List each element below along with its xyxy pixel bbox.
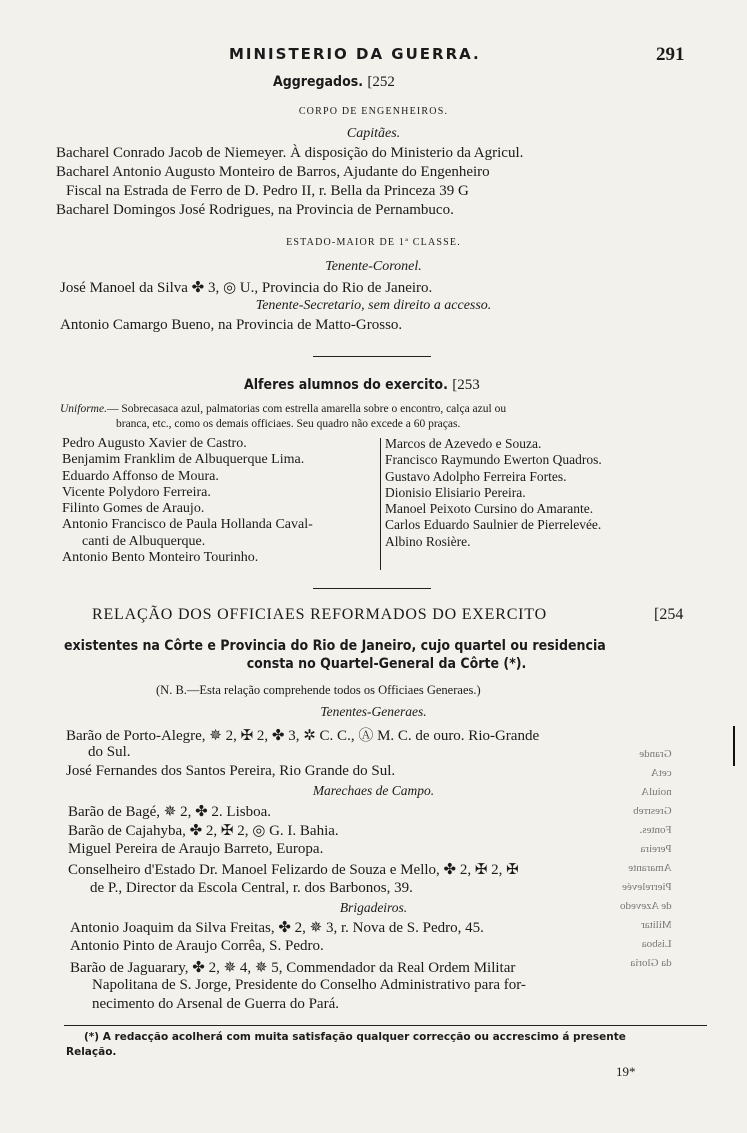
entry-line: Fiscal na Estrada de Ferro de D. Pedro II, r. Bella da Princeza 39 G: [66, 183, 469, 199]
entry-line: José Manoel da Silva ✤ 3, ◎ U., Provincia do Rio de Janeiro.: [60, 280, 433, 296]
column-divider: [380, 438, 381, 570]
entry-line: Barão de Jaguarary, ✤ 2, ✵ 4, ✵ 5, Commendador da Real Ordem Militar: [70, 960, 516, 976]
rank-tenente-coronel: Tenente-Coronel.: [325, 259, 422, 274]
list-item: Marcos de Azevedo e Souza.: [385, 436, 542, 451]
footnote-rule: [64, 1025, 707, 1026]
entry-line: Napolitana de S. Jorge, Presidente do Conselho Administrativo para for-: [92, 977, 526, 993]
entry-line: Antonio Camargo Bueno, na Provincia de Matto-Grosso.: [60, 317, 403, 333]
bleed-through-text: Grande cetA noiulA Gresrreb Fontes. Pereira Amarante Pierrelevée de Azevedo Militar Lisboa da Gloria: [620, 748, 672, 969]
entry-line: Bacharel Domingos José Rodrigues, na Provincia de Pernambuco.: [56, 202, 454, 218]
entry-line: Barão de Cajahyba, ✤ 2, ✠ 2, ◎ G. I. Bahia.: [68, 823, 339, 839]
entry-line: de P., Director da Escola Central, r. dos Barbonos, 39.: [90, 880, 413, 896]
signature-mark: 19*: [616, 1064, 636, 1079]
entry-line: do Sul.: [88, 744, 131, 760]
page-number: 291: [656, 44, 685, 65]
uniform-line: Uniforme.— Sobrecasaca azul, palmatorias com estrella amarella sobre o encontro, calça azul ou: [60, 403, 507, 415]
list-item: Albino Rosière.: [385, 533, 471, 549]
footnote: (*) A redacção acolherá com muita satisfação qualquer correcção ou accrescimo á presente: [84, 1031, 626, 1043]
entry-line: Conselheiro d'Estado Dr. Manoel Felizardo de Souza e Mello, ✤ 2, ✠ 2, ✠: [68, 862, 519, 878]
list-item: Benjamim Franklim de Albuquerque Lima.: [62, 452, 305, 468]
entry-line: Barão de Bagé, ✵ 2, ✤ 2. Lisboa.: [68, 804, 272, 820]
right-column: [385, 436, 602, 550]
list-item: Antonio Francisco de Paula Hollanda Caval-: [62, 517, 313, 533]
list-item: Carlos Eduardo Saulnier de Pierrelevée.: [385, 517, 602, 533]
section-title-aggregados: Aggregados. [252: [273, 74, 395, 90]
list-item: Dionisio Elisiario Pereira.: [385, 484, 526, 500]
list-item: Francisco Raymundo Ewerton Quadros.: [385, 452, 602, 468]
entry-line: Antonio Joaquim da Silva Freitas, ✤ 2, ✵ 3, r. Nova de S. Pedro, 45.: [70, 920, 484, 936]
subheading-estado-maior: ESTADO-MAIOR DE 1ª CLASSE.: [286, 237, 461, 248]
subtitle: consta no Quartel-General da Côrte (*).: [246, 656, 527, 672]
subtitle: existentes na Côrte e Provincia do Rio de Janeiro, cujo quartel ou residencia: [64, 638, 606, 654]
scan-edge-mark: [733, 726, 735, 766]
subheading-corpo: CORPO DE ENGENHEIROS.: [298, 106, 449, 117]
running-header: MINISTERIO DA GUERRA.: [229, 45, 481, 63]
divider: [313, 356, 431, 357]
rank-tenentes-generaes: Tenentes-Generaes.: [320, 704, 427, 719]
footnote: Relação.: [66, 1046, 117, 1058]
entry-line: Bacharel Conrado Jacob de Niemeyer. À disposição do Ministerio da Agricul.: [56, 145, 524, 161]
note: (N. B.—Esta relação comprehende todos os Officiaes Generaes.): [156, 683, 481, 697]
entry-line: Bacharel Antonio Augusto Monteiro de Barros, Ajudante do Engenheiro: [56, 164, 490, 180]
entry-line: Antonio Pinto de Araujo Corrêa, S. Pedro.: [70, 938, 324, 954]
entry-line: Barão de Porto-Alegre, ✵ 2, ✠ 2, ✤ 3, ✲ C. C., Ⓐ M. C. de ouro. Rio-Grande: [66, 728, 540, 744]
section-title-alferes: Alferes alumnos do exercito. [253: [244, 377, 480, 393]
rank-tenente-secretario: Tenente-Secretario, sem direito a accesso.: [255, 298, 492, 313]
rank-brigadeiros: Brigadeiros.: [339, 900, 408, 915]
list-item: Vicente Polydoro Ferreira.: [62, 484, 211, 500]
rank-capitaes: Capitães.: [346, 126, 401, 141]
list-item: Eduardo Affonso de Moura.: [62, 468, 219, 484]
list-item: Gustavo Adolpho Ferreira Fortes.: [385, 468, 567, 484]
left-column: [62, 436, 313, 566]
list-item: canti de Albuquerque.: [82, 533, 206, 549]
entry-line: José Fernandes dos Santos Pereira, Rio Grande do Sul.: [66, 763, 396, 779]
section-title-reformados: RELAÇÃO DOS OFFICIAES REFORMADOS DO EXERCITO: [92, 606, 547, 623]
divider: [313, 588, 431, 589]
list-item: Antonio Bento Monteiro Tourinho.: [62, 550, 259, 566]
list-item: Filinto Gomes de Araujo.: [62, 501, 205, 517]
rank-marechaes: Marechaes de Campo.: [312, 783, 435, 798]
entry-line: Miguel Pereira de Araujo Barreto, Europa.: [68, 841, 324, 857]
entry-line: necimento do Arsenal de Guerra do Pará.: [92, 996, 339, 1012]
section-number: [254: [654, 606, 684, 623]
list-item: Manoel Peixoto Cursino do Amarante.: [385, 501, 594, 517]
list-item: Pedro Augusto Xavier de Castro.: [62, 436, 247, 451]
uniform-line: branca, etc., como os demais officiaes. Seu quadro não excede a 60 praças.: [116, 418, 461, 430]
